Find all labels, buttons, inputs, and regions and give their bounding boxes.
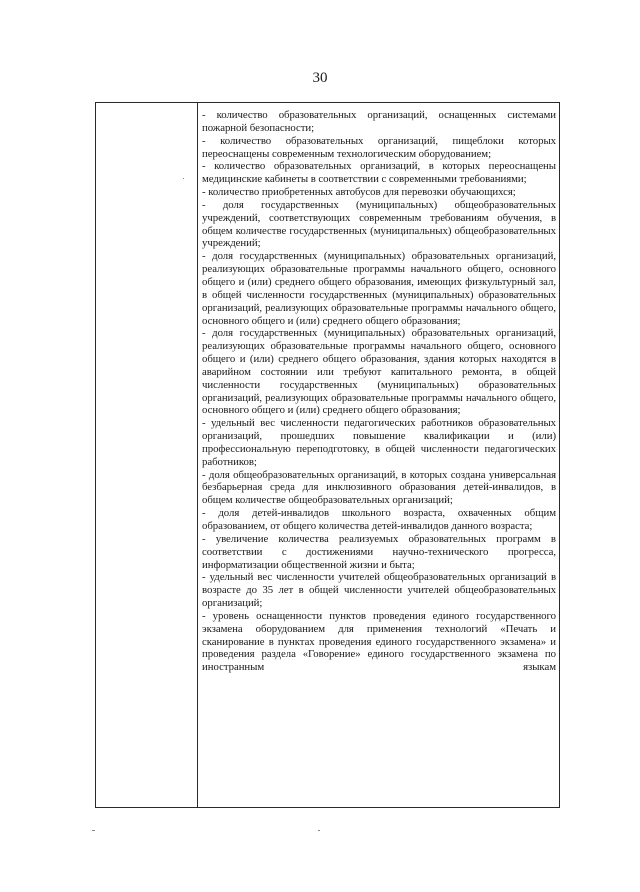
indicator-item: - доля государственных (муниципальных) общеобразовательных учреждений, соответствующих современным требованиям обучения, в общем количестве государственных (муниципальных) общеобразовательных учреждений; bbox=[202, 198, 556, 250]
indicator-item: - количество образовательных организаций, пищеблоки которых переоснащены современным технологическим оборудованием; bbox=[202, 134, 556, 160]
indicator-item: - количество образовательных организаций, в которых переоснащены медицинские кабинеты в соответствии с современными требованиями; bbox=[202, 160, 556, 186]
indicator-item: - удельный вес численности педагогических работников образовательных организаций, прошедших повышение квалификации и (или) профессиональную переподготовку, в общей численности педагогических работников; bbox=[202, 417, 556, 468]
indicator-item: - удельный вес численности учителей общеобразовательных организаций в возрасте до 35 лет в общей численности учителей общеобразовательных организаций; bbox=[202, 571, 556, 610]
indicator-item: - увеличение количества реализуемых образовательных программ в соответствии с достижениями научно-технического прогресса, информатизации общественной жизни и быта; bbox=[202, 532, 556, 571]
scan-speck bbox=[92, 830, 95, 831]
column-divider bbox=[197, 103, 198, 807]
indicator-item: - уровень оснащенности пунктов проведения единого государственного экзамена оборудованием для применения технологий «Печать и сканирование в пунктах проведения единого государственного экзамена» и проведения раздела «Говорение» единого государственного экзамена по иностранным языкам bbox=[202, 609, 556, 674]
indicator-item: - доля государственных (муниципальных) образовательных организаций, реализующих образовательные программы начального общего, основного общего и (или) среднего общего образования, здания которых находятся в аварийном состоянии или требуют капитального ремонта, в общей численности государственных (муниципальных) образовательных организаций, реализующих образовательные программы начального общего, основного общего и (или) среднего общего образования; bbox=[202, 327, 556, 417]
indicator-item: - доля государственных (муниципальных) образовательных организаций, реализующих образовательные программы начального общего, основного общего и (или) среднего общего образования, имеющих физкультурный зал, в общей численности государственных (муниципальных) образовательных организаций, реализующих образовательные программы начального общего, основного общего и (или) среднего общего образования; bbox=[202, 250, 556, 327]
indicator-item: - количество приобретенных автобусов для перевозки обучающихся; bbox=[202, 186, 516, 199]
indicator-table bbox=[95, 102, 560, 808]
table-right-cell bbox=[202, 109, 556, 807]
scan-speck bbox=[183, 178, 184, 179]
indicator-item: - количество образовательных организаций, оснащенных системами пожарной безопасности; bbox=[202, 109, 556, 134]
indicator-item: - доля детей-инвалидов школьного возраста, охваченных общим образованием, от общего количества детей-инвалидов данного возраста; bbox=[202, 507, 556, 532]
table-left-cell bbox=[96, 103, 197, 807]
indicator-item: - доля общеобразовательных организаций, в которых создана универсальная безбарьерная среда для инклюзивного образования детей-инвалидов, в общем количестве общеобразовательных организаций; bbox=[202, 468, 556, 507]
page-number: 30 bbox=[312, 70, 328, 86]
scan-speck bbox=[318, 830, 320, 831]
